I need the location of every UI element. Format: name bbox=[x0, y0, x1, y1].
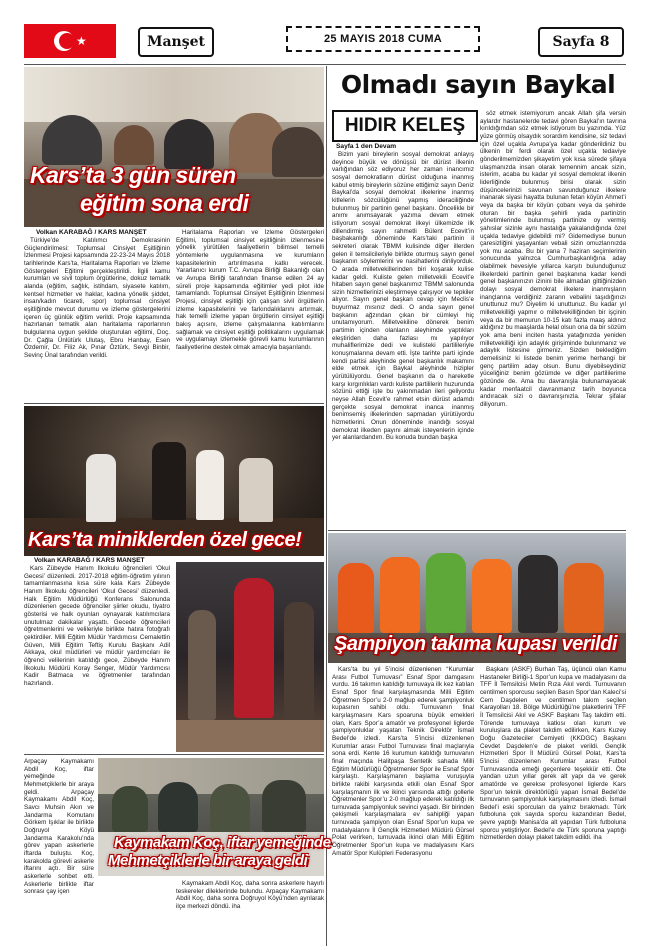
continued-note: Sayfa 1 den Devam bbox=[336, 143, 397, 150]
article4-column-2 bbox=[480, 110, 626, 528]
column-divider bbox=[326, 66, 327, 946]
turkish-flag-icon: ★ bbox=[24, 24, 116, 58]
article1-byline: Volkan KARABAĞ / KARS MANŞET bbox=[36, 229, 147, 236]
divider-right-1 bbox=[328, 530, 626, 531]
article3-left-column bbox=[24, 758, 94, 908]
header-bar bbox=[24, 24, 626, 58]
article5-text-2: Başkanı (ASKF) Burhan Taş, üçüncü olan Kamu Hastaneler Birliği-1 Spor’un kupa ve madalyasını da TFF İl Temsilcisi Metin Rıza Akıl verdi. Turnuvanın centilmen sporcusu seçilen Basın Spor’dan Kaleci’si Cem Daşdelen ve centilmen takım seçilen Karayolları 18. Bölge Müdürlüğü’ne plaketlerini TFF İl Temsilcisi Akıl ve ASKF Başkanı Taş takdim etti. Törende turnuvaya katkısı olan kurum ve kuruluşlara da plaket takdim edilirken, Kars Kuzey Doğu Gazeteciler Cemiyeti (KKDGC) Başkanı Cevdet Daşdelen’e de plaket verildi. Gençlik Hizmetleri Spor İl Müdürü Gürsel Polat, Kars’ta 5’incisi düzenlenen Kurumlar arası Futbol Turnuvasında emeği geçenlere teşekkür etti. Öte yandan uzun yıllar gerek alt yapı da ve gerek amatörde ve gerekse profesyonel liglerde Kars Spor’un teknik direktörlüğü yapan İsmail Bedel’de turnuvanın şampiyonluk karşılaşmasını izledi. İsmail Bedel’i eski sporcuları da yalnız bırakmadı. Türk futboluna çok sayıda sporcu kazandıran Bedel, şevre yaptığı Manisa’da alt yapıdan Türk futboluna sporcu yetiştiriyor. Bedel’e de Türk sporuna yaptığı hizmetlerden dolayı plaket takdim edildi. iha bbox=[480, 666, 626, 842]
section-label bbox=[138, 27, 214, 57]
article2-text: Kars Zübeyde Hanım İlkokulu öğrencileri ‘Okul Gecesi’ düzenledi. 2017-2018 eğitim-öğretim yılının tamamlanmasına kısa süre kala Kars Zübeyde Hanım İlkokulu öğrencileri ‘Okul Gecesi’ düzenledi. Halk Eğitim Müdürlüğü Konferans Salonunda düzenlenen gecede öğrenciler şiirler okudu, tiyatro gösterisi ve halk oyunları oynayarak katılımcılara unutulmaz dakikalar yaşattı. Gecede öğrencileri öğretmenlerini ve velileriyle birlikte hatıra fotoğrafı çektirdiler. Milli Eğitim Müdür Yardımcısı Cemalettin Güven, Milli Eğitim Teftiş Kurulu Başkanı Adil Akkaya, okul müdürleri ve müdür yardımcıları ile öğrenci velilerinin katıldığı gece, Zübeyde Hanım İlkokulu Müdürü Koray Senger, Müdür Yardımcısı Kadir Batmaca ve öğretmenler tarafından hazırlandı. bbox=[24, 565, 170, 687]
date-box bbox=[286, 26, 480, 52]
article4-text-1: Bizim yani bireylerin sosyal demokrat anlayış deyince büyük ve dönüşsü bir dürüst ilkenin varlığından söz ediyoruz her zaman inancımız sosyal demokratların dürüst olduğuna inanmış kabul etmiş bireylerin sözüne ettiğimiz sayın Deniz Baykal’da sosyal demokrat ilkelerine inanmış kitlelerin sözcülüğünü yapmış ideraciliğinde bulunmuş bir partinin genel başkanı. Öncelikle bir anımı anımsayarak yazıma devam etmek istiyorum sosyal demokrat ilkeyi ülkemizde ilk dillendirmiş sayın rahmetli Bülent Ecevit’in başbakanlığı döneminde Kars’taki partinin il sekreteri olarak TBMM kulisinde diğer illerden gelen il temsilcileriyle birlikte oturmuş sayın genel başkanın söylemlerini ve nasihatlerini dinliyorduk. O arada milletvekillerinden biri koşarak kulise kadar geldi. Kuliste gelen milletvekili Ecevit’e hitaben sayın genel başkanımız TBMM salonunda sizin hizmetlerinizi eleştirmeye çalışıyor ve tepkiler alıyor. Sayın genel başkan cevap için Meclis’e buyurmaz mısınız dedi. O anda sayın genel başkanın ağzından çıkan bir cümleyi hiç unutamıyorum. Milletvekiline dönerek benim partimin içinden olanların aleyhimde yaptıkları eleştiriden daha fazlası mı yapılıyor muhaliflerimize dedi ve kulisteki partilileriyle konuşmalarına devam etti. İşte tarihte parti içinde kendi partisi aleyhinde genel başkanlık makamını elde etmek için Baykal aleyhinde hizipler yürütülüyordu. Genel başkanın da o hareketle karşı kırgınlıkları vardı kuliste partililerin huzurunda sözünü ettiği işte bu yakınmadan ileri geliyordu neyse Allah Ecevit’e rahmet etsin dürüst adamdı gerçekte sosyal demokrat inanca inanmış benimsemiş ilkelerinden sapmadan yürütüyordu hizmetlerini. Onun döneminde inandığı sosyal demokrat ilkeden payını almak isteyenlerin içinde yer alanlardandım. Bu konuda bundan başka bbox=[332, 151, 474, 442]
author-box bbox=[332, 110, 478, 142]
article5-text-1: Kars’ta bu yıl 5’incisi düzenlenen “Kurumlar Arası Futbol Turnuvası” Esnaf Spor damgasını vurdu. 16 takımın katıldığı turnuvaya ilk kez katılan Esnaf Spor final karşılaşmasında Milli Eğitim Öğretmen Spor’u 2-0 mağlup ederek şampiyonluk kupasının sahibi oldu. Turnuvanın final karşılaşmasını Kars spoaruna büyük emekleri olan, Kars Spor’a amatör ve profesyonel liglerde şampiyonluklar yaşatan Teknik Direktör İsmail Bedel’de izledi. Kars’ta 5’incisi düzenlenen Kurumlar arası Futbol Turnuvası final maçlarıyla sona erdi. Kente 16 kurumun katıldığı turnuvanın final maçında Halitpaşa Sentetik sahada Milli Eğitim Müdürlüğü Öğretmenler Spor ile Esnaf Spor karşılaştı. Karşılaşmanın başlama vuruşuyla birlikte rakibi karşısında etkili olan Esnaf Spor karşılaşmanın ilk ve ikinci yarısında attığı gollerle Öğretmenler Spor’u 2-0 mağlup ederek katıldığı ilk turnuvada şampiyonluk sevinci yaşadı. Bir birinden çekişmeli karşılaşmalara ev sahipliği yapan turnuvada şampiyon olan Esnaf Spor’un kupa ve madalyalarını İl Gençlik Hizmetleri Müdürü Gürsel Polat verirken, turnuvada ikinci olan Milli Eğitim Öğretmenler Spor’un kupa ve madalyasını Kars Amatör Spor Kulüpleri Federasyonu bbox=[332, 666, 474, 857]
header-rule bbox=[24, 64, 626, 65]
article3-headline-line2: Mehmetçiklerle bir araya geldi bbox=[108, 852, 308, 869]
folk-dance-photo bbox=[176, 562, 324, 752]
article1-column-2 bbox=[176, 229, 324, 401]
article3-headline-line1: Kaymakam Koç, iftar yemeğinde bbox=[114, 834, 331, 851]
article4-column-1 bbox=[332, 151, 474, 527]
issue-date: 25 MAYIS 2018 CUMA bbox=[323, 33, 443, 45]
article2-byline: Volkan KARABAĞ / KARS MANŞET bbox=[34, 557, 145, 564]
article5-column-2 bbox=[480, 666, 626, 944]
article2-column bbox=[24, 565, 170, 751]
article4-text-2: söz etmek istemiyorum ancak Allah şifa versin aylardır hastanelerde tedavi gören Baykal’ın tavrına kırıldığımdan söz etmek istiyorum bu yazımda. Yüz yüze görmüş olsaydık sorardım kendisine, siz tedavi için özel uçakla Avrupa’ya kadar gönderildiniz bu ülkenin bir ferdi olarak özel uçakla tedaviye gönderilmemizden şikayetim yok kısa sürede şifaya ulaşmanızda insan olarak temennim ancak sizin, isterim, acaba bu kadar yıl sosyal demokrat ilkenin liderliğinde bulunmuş birisi olarak sizin düşüncelerinizi savunan savunduğunuz ilkelere inanarak siyasi hayatta bulunan fetan köyün Ahmet’i veya da başka bir köyün çobanı veya da şehirde oturan bir başka şehirli yada partinizin yönetimlerinde bulunmuş partinize oy vermiş şahıslar sizinle aynı hastalığa yakalandığında özel uçakla tedaviye gidebildi mi? Gidemediyse bunun çaresizliğini yaşayanları vebali sizin omuzlarınızda yok mu acaba. Bu bir yana 7 haziran seçimlerinin sonucunda yalnızca Cumhurbaşkanlığına aday olabilmek hevesiyle yıllarca karşıtı bulunduğunuz ilkelerdeki partinin genel başkanına kadar kendi genel başkanınızın izinini bile almadan gittiğinizden dolayı sosyal demokrat ilkelere inanmışların inançlarına verdiğiniz zararın vebalini taşıdığınızı unuttunuz mu? Diyelim ki unuttunuz. Bu kadar yıl milletvekilliği yapmır o milletvekilliğinden bir işçinin veya da bir memurun 10-15 katı fazla maaş aldınız aldığınız bu maaşlarda helal olsun ona da bir sözüm yok ama beni inciten hasta yatağınızda yeniden milletvekilliği için adaylık girişiminde bulunmanız ve adaylık listesine girmeniz. Sizden beklediğim demelisiniz ki listede benim yerime herhangi bir genç partilim aday olsun. Bunu diyebilseydiniz yüceliğiniz benim gözümde ve diğer partililerime gözünde de. Ama bu davranışla bulunamayacak kadar menfaatcil davranmanız tarih boyunca andıracak sizi o davranışınızla. Tekrar şifalar diliyorum. bbox=[480, 110, 626, 408]
article1-headline-line2: eğitim sona erdi bbox=[80, 190, 249, 216]
page-label bbox=[538, 27, 624, 57]
article5-column-1 bbox=[332, 666, 474, 944]
article5-headline: Şampiyon takıma kupası verildi bbox=[334, 633, 617, 655]
article3-right-column bbox=[176, 880, 324, 924]
article2-headline: Kars’ta miniklerden özel gece! bbox=[28, 529, 302, 551]
divider-left-1 bbox=[24, 403, 324, 404]
article1-text-1: Türkiye’de Katılımcı Demokrasinin Güçlendirilmesi: Toplumsal Cinsiyet Eşitliğinin İzlenmesi Projesi kapsamında 22-23-24 Mayıs 2018 tarihlerinde Kars’ta, Haritalama Raporları ve İzleme Göstergeleri Eğitimi gerçekleştirildi. İlgili kamu kurumları ve sivil toplum örgütlerine, dokuz tematik alanda (eğitim, sağlık, istihdam, siyasete katılım, kentsel hizmetler ve haklar, kadına yönelik şiddet, insan/kadın ticareti, spor) toplumsal cinsiyet eşitliğinde mevcut durumu ve izleme göstergelerini içeren üç günlük eğitim verildi. Proje kapsamında hazırlanan tematik alan haritalama raporlarının bulgularına uygun şekilde oluşturulan eğitimi, Doç. Dr. Çağla Ünlütürk Ulutaş, Ebru Hanbay, Esen Özdemir, Dr. Filiz Ak, Pınar Öztürk, Sevgi Binbir, Sevinç Ünal tarafından verildi. bbox=[24, 237, 170, 359]
article4-headline: Olmadı sayın Baykal bbox=[340, 70, 616, 99]
author-name: HIDIR KELEŞ bbox=[344, 115, 466, 136]
article1-headline-line1: Kars’ta 3 gün süren bbox=[30, 162, 236, 188]
article3-text-right: Kaymakam Abdil Koç, daha sonra askerlere hayırlı teskereler dileklerinde bulundu. Arpaçay Kaymakamı Abdil Koç, daha sonra Doğruyol Köyü’nden ayrılarak ilçe merkezi döndü. iha bbox=[176, 880, 324, 910]
article1-text-2: Haritalama Raporları ve İzleme Göstergeleri Eğitimi, toplumsal cinsiyet eşitliğinin izlenmesine yönelik yürütülen faaliyetlerin bilimsel temelli yöntemlerle uygulanmasına ve kurumların kapasitelerinin artırılmasına katkı verecek. Yararlanıcı kurum T.C. Avrupa Birliği Bakanlığı olan ve Avrupa Birliği tarafından finanse edilen 24 ay süreli proje kapsamında eğitimler yedi pilot ilde tamamlandı. Toplumsal Cinsiyet Eşitliğinin İzlenmesi Projesi, cinsiyet eşitliği için çalışan sivil örgütlerin izleme kapasitelerini ve farkındalıklarını artırmak, hak temelli izleme yapan örgütlerin cinsiyet eşitliği bakış açısını, izleme çalışmalarına katılımlarını sağlamak ve cinsiyet eşitliği politikalarını uygulamak ve uygulamayı izlemekle görevli kamu kurumlarının faaliyetlerine destek olmak amacıyla başarılandı. bbox=[176, 229, 324, 351]
divider-left-2 bbox=[24, 754, 324, 755]
article1-column-1 bbox=[24, 237, 170, 401]
page-number: Sayfa 8 bbox=[552, 34, 610, 50]
article3-text-left: Arpaçay Kaymakamı Abdil Koç, iftar yemeğinde Mehmetçiklerle bir araya geldi. Arpaçay Kaymakamı Abdil Koç, Savcı Muhsin Akın ve Jandarma Komutanı Görkem Işıklar ile birlikte Doğruyol Köyü Jandarma Karakolu’nda görev yapan askerlerle iftarda buluştu. Koç, karakolda görevli askerle iftarını açtı. Bir süre askerlerle sohbet etti. Askerlerle birlikte iftar sonrası çay içen bbox=[24, 758, 94, 896]
section-title: Manşet bbox=[146, 34, 205, 50]
